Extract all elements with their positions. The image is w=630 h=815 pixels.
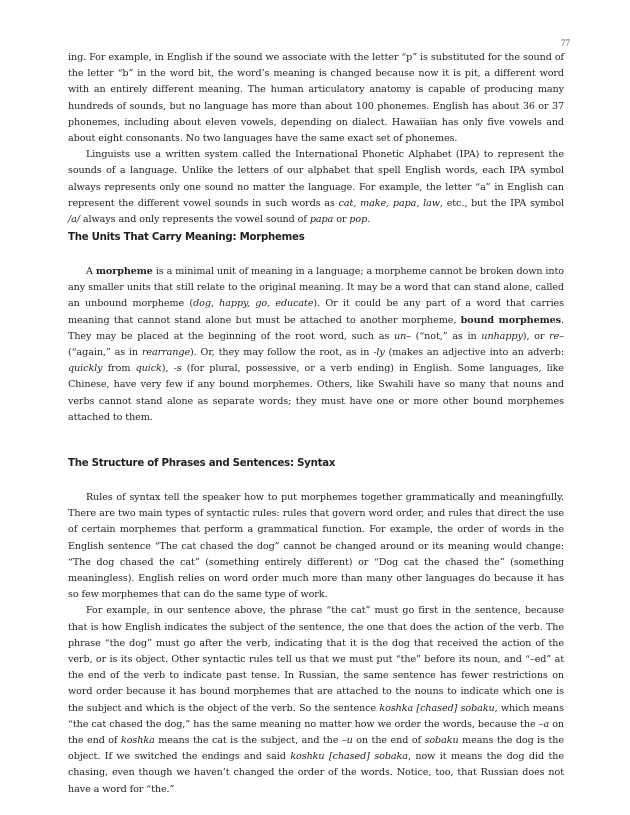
- text-run: (for plural, possessive, or a verb ending) in English. Some languages, like Chinese, have very few if any bound morphemes. Others, like Swahili have so many that nouns and verbs cannot stand alone as separate words; they must have one or more other bound morphemes attached to them.: [68, 363, 564, 423]
- text-run: , etc., but the IPA symbol: [439, 197, 565, 209]
- text-run: A: [86, 266, 96, 277]
- paragraph: [68, 147, 564, 228]
- text-run: Linguists use a written system called the International Phonetic Alphabet (IPA) to represent the sounds of a language. Unlike the letters of our alphabet that spell English words, each IPA symbol always represents only one sound no matter the language. For example, the letter “a” in English can represent the different vowel sounds in such words as: [68, 149, 564, 209]
- text-run: For example, in our sentence above, the phrase “the cat” must go first in the sentence, because that is how English indicates the subject of the sentence, the one that does the action of the verb. The phrase “the dog” must go after the verb, indicating that it is the dog that received the action of the verb, or is its object. Other syntactic rules tell us that we must put “the” before its noun, and “–ed” at the end of the verb to indicate past tense. In Russian, the same sentence has fewer restrictions on word order because it has bound morphemes that are attached to the nouns to indicate which one is the subject and which is the object of the verb. So the sentence: [68, 605, 564, 714]
- text-run: on the end of: [352, 735, 425, 747]
- text-run: .: [367, 214, 371, 226]
- paragraph: Rules of syntax tell the speaker how to put morphemes together grammatically and meaningfully. There are two main types of syntactic rules: rules that govern word order, and rules that direct the use of certain morphemes that perform a grammatical function. For example, the order of words in the English sentence “The cat chased the dog” cannot be changed around or its meaning would change: “The dog chased the cat” (something entirely different) or “Dog cat the chased the” (something meaningless). English relies on word order much more than many other languages do because it has so few morphemes that can do the same type of work.: [68, 492, 564, 601]
- text-run: ),: [161, 363, 174, 375]
- text-run: is a minimal unit of meaning in a language; a morpheme cannot be broken down into any smaller units that still relate to the original meaning. It may be a word that can stand alone, called an unbound morpheme (: [68, 266, 564, 310]
- italic-example: –a: [538, 718, 550, 730]
- paragraph: [68, 603, 564, 797]
- text-run: always and only represents the vowel sound of: [79, 214, 310, 226]
- italic-example: -s: [173, 363, 182, 375]
- italic-example: pop: [349, 214, 368, 226]
- text-run: from: [102, 363, 136, 375]
- paragraph: [68, 264, 564, 426]
- paragraph: ing. For example, in English if the sound we associate with the letter “p” is substituted for the sound of the letter “b” in the word bit, the word’s meaning is changed because now it is pit, a different word with an entirely different meaning. The human articulatory anatomy is capable of producing many hundreds of sounds, but no language has more than about 100 phonemes. English has about 36 or 37 phonemes, including about eleven vowels, depending on dialect. Hawaiian has only five vowels and about eight consonants. No two languages have the same exact set of phonemes.: [68, 52, 564, 145]
- page-number: 77: [561, 38, 570, 48]
- italic-example: papa: [309, 214, 334, 226]
- italic-example: koshka [chased] sobaku: [379, 702, 495, 714]
- italic-example: cat, make, papa, law: [338, 197, 440, 209]
- italic-example: quick: [135, 363, 162, 375]
- italic-example: –u: [341, 735, 353, 747]
- text-run: or: [333, 214, 350, 226]
- syntax-text: [68, 490, 564, 798]
- italic-example: unhappy: [481, 330, 523, 342]
- bold-term: bound morphemes: [460, 314, 562, 326]
- text-run: ). Or, they may follow the root, as in: [190, 347, 374, 359]
- text-run: ). Or it could be any part of a word that carries meaning that cannot stand alone but must be attached to another morpheme,: [68, 298, 564, 326]
- bold-term: morpheme: [95, 266, 153, 277]
- text-run: ), or: [522, 330, 550, 342]
- text-run: , now it means the dog did the chasing, even though we haven’t changed the order of the words. Notice, too, that Russian does not have a word for “the.”: [68, 751, 564, 795]
- section-heading-syntax: The Structure of Phrases and Sentences: Syntax: [68, 458, 336, 469]
- italic-example: koshka: [120, 735, 155, 747]
- text-run: , which means “the cat chased the dog,” has the same meaning no matter how we order the words, because the: [68, 702, 564, 730]
- italic-example: rearrange: [141, 347, 191, 359]
- italic-example: un–: [394, 330, 411, 342]
- italic-example: re–: [549, 330, 564, 342]
- text-run: on the end of: [68, 718, 565, 747]
- text-run: (“not,” as in: [410, 330, 482, 342]
- text-run: means the dog is the object. If we switched the endings and said: [68, 735, 564, 763]
- morphemes-text: [68, 264, 564, 426]
- text-run: (“again,” as in: [68, 347, 142, 359]
- italic-example: sobaku: [424, 735, 459, 747]
- intro-text: [68, 50, 564, 228]
- italic-example: dog, happy, go, educate: [193, 298, 314, 310]
- text-run: (makes an adjective into an adverb:: [384, 347, 564, 359]
- italic-example: -ly: [373, 347, 385, 359]
- italic-example: /a/: [68, 214, 80, 226]
- text-run: means the cat is the subject, and the: [154, 735, 342, 747]
- text-run: . They may be placed at the beginning of the root word, such as: [68, 314, 564, 342]
- section-heading-morphemes: The Units That Carry Meaning: Morphemes: [68, 232, 305, 243]
- italic-example: quickly: [68, 363, 103, 375]
- italic-example: koshku [chased] sobaka: [290, 751, 408, 763]
